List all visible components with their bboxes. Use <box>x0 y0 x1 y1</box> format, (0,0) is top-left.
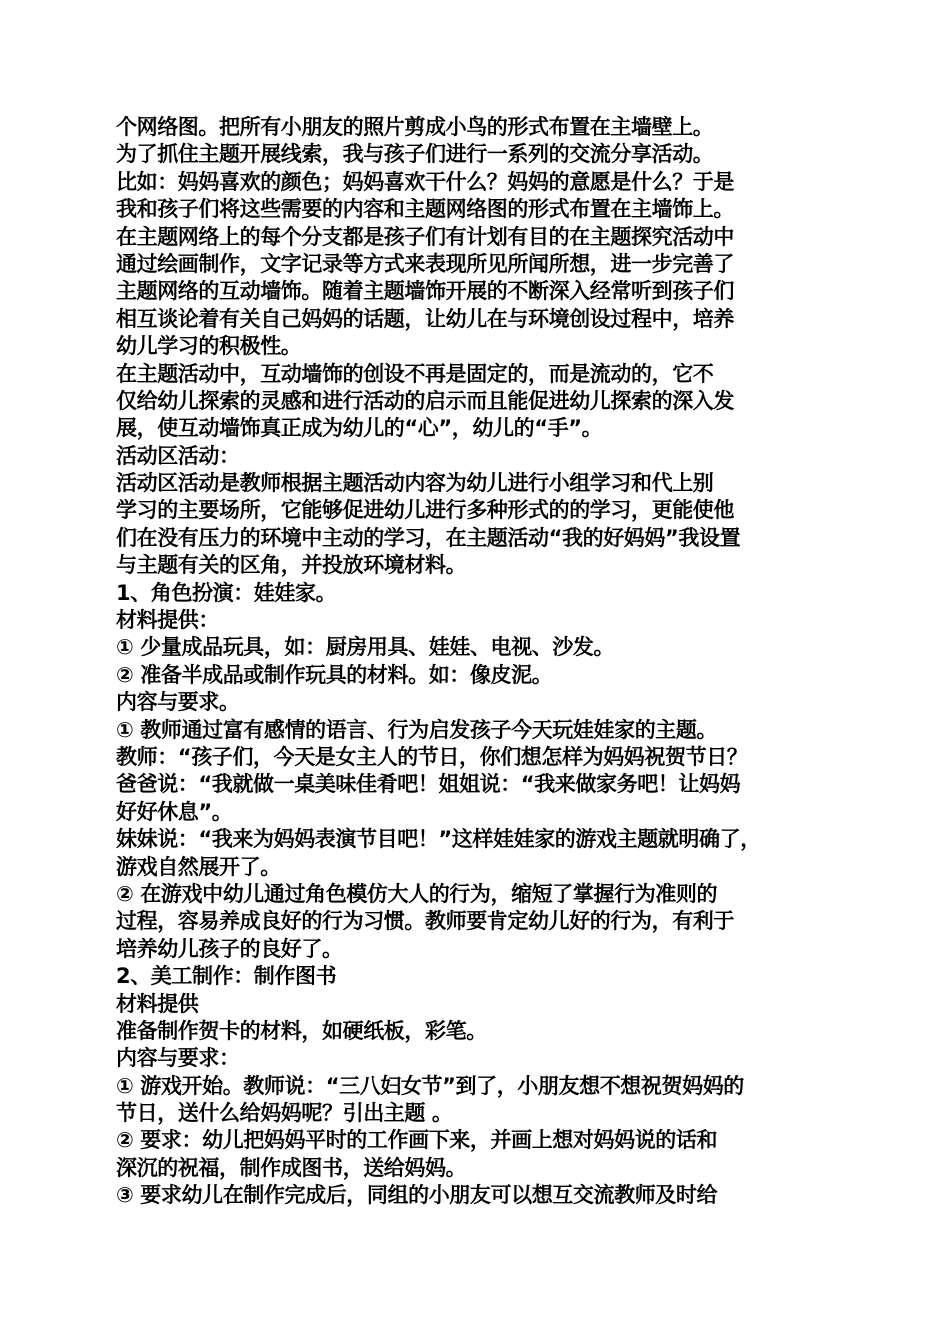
text-line: 与主题有关的区角，并投放环境材料。 <box>116 553 467 578</box>
list-item: ① 少量成品玩具，如：厨房用具、娃娃、电视、沙发。 <box>116 635 615 660</box>
text-line: 妹妹说：“我来为妈妈表演节目吧！”这样娃娃家的游戏主题就明确了， <box>116 827 761 852</box>
subheading: 内容与要求： <box>116 1046 240 1071</box>
text-line: 相互谈论着有关自己妈妈的话题，让幼儿在与环境创设过程中，培养 <box>116 306 734 331</box>
list-item: ① 游戏开始。教师说：“三八妇女节”到了，小朋友想不想祝贺妈妈的 <box>116 1073 744 1098</box>
text-line: 节日，送什么给妈妈呢？引出主题 。 <box>116 1101 453 1126</box>
subheading: 材料提供： <box>116 608 219 633</box>
section-heading: 活动区活动： <box>116 443 240 468</box>
list-item: ② 要求：幼儿把妈妈平时的工作画下来，并画上想对妈妈说的话和 <box>116 1128 718 1153</box>
text-line: 通过绘画制作，文字记录等方式来表现所见所闻所想，进一步完善了 <box>116 251 734 276</box>
text-line: 深沉的祝福，制作成图书，送给妈妈。 <box>116 1155 467 1180</box>
list-item: ② 在游戏中幼儿通过角色模仿大人的行为，缩短了掌握行为准则的 <box>116 881 718 906</box>
text-line: 教师：“孩子们，今天是女主人的节日，你们想怎样为妈妈祝贺节日？ <box>116 744 748 769</box>
text-line: 好好休息”。 <box>116 799 233 824</box>
section-heading: 1、角色扮演：娃娃家。 <box>116 580 337 605</box>
text-line: 培养幼儿孩子的良好了。 <box>116 936 343 961</box>
subheading: 内容与要求。 <box>116 690 240 715</box>
list-item: ② 准备半成品或制作玩具的材料。如：像皮泥。 <box>116 662 553 687</box>
text-line: 在主题网络上的每个分支都是孩子们有计划有目的在主题探究活动中 <box>116 224 734 249</box>
text-line: 在主题活动中，互动墙饰的创设不再是固定的，而是流动的，它不 <box>116 361 714 386</box>
text-line: 幼儿学习的积极性。 <box>116 334 302 359</box>
text-line: 我和孩子们将这些需要的内容和主题网络图的形式布置在主墙饰上。 <box>116 197 734 222</box>
subheading: 材料提供 <box>116 991 199 1016</box>
text-line: 过程，容易养成良好的行为习惯。教师要肯定幼儿好的行为，有利于 <box>116 909 734 934</box>
body-text <box>116 114 846 1210</box>
text-line: 活动区活动是教师根据主题活动内容为幼儿进行小组学习和代上别 <box>116 471 714 496</box>
text-line: 爸爸说：“我就做一桌美味佳肴吧！姐姐说：“我来做家务吧！让妈妈 <box>116 772 741 797</box>
text-line: 游戏自然展开了。 <box>116 854 281 879</box>
text-line: 比如：妈妈喜欢的颜色；妈妈喜欢干什么？妈妈的意愿是什么？于是 <box>116 169 734 194</box>
text-line: 仅给幼儿探索的灵感和进行活动的启示而且能促进幼儿探索的深入发 <box>116 388 734 413</box>
text-line: 们在没有压力的环境中主动的学习，在主题活动“我的好妈妈”我设置 <box>116 525 741 550</box>
section-heading: 2、美工制作：制作图书 <box>116 964 337 989</box>
text-line: 主题网络的互动墙饰。随着主题墙饰开展的不断深入经常听到孩子们 <box>116 279 734 304</box>
list-item: ③ 要求幼儿在制作完成后，同组的小朋友可以想互交流教师及时给 <box>116 1183 718 1208</box>
list-item: ① 教师通过富有感情的语言、行为启发孩子今天玩娃娃家的主题。 <box>116 717 718 742</box>
text-line: 个网络图。把所有小朋友的照片剪成小鸟的形式布置在主墙壁上。 <box>116 115 714 139</box>
text-line: 学习的主要场所，它能够促进幼儿进行多种形式的的学习，更能使他 <box>116 498 734 523</box>
text-line: 为了抓住主题开展线索，我与孩子们进行一系列的交流分享活动。 <box>116 142 714 167</box>
text-line: 准备制作贺卡的材料，如硬纸板，彩笔。 <box>116 1018 487 1043</box>
text-line: 展，使互动墙饰真正成为幼儿的“心”，幼儿的“手”。 <box>116 416 603 441</box>
